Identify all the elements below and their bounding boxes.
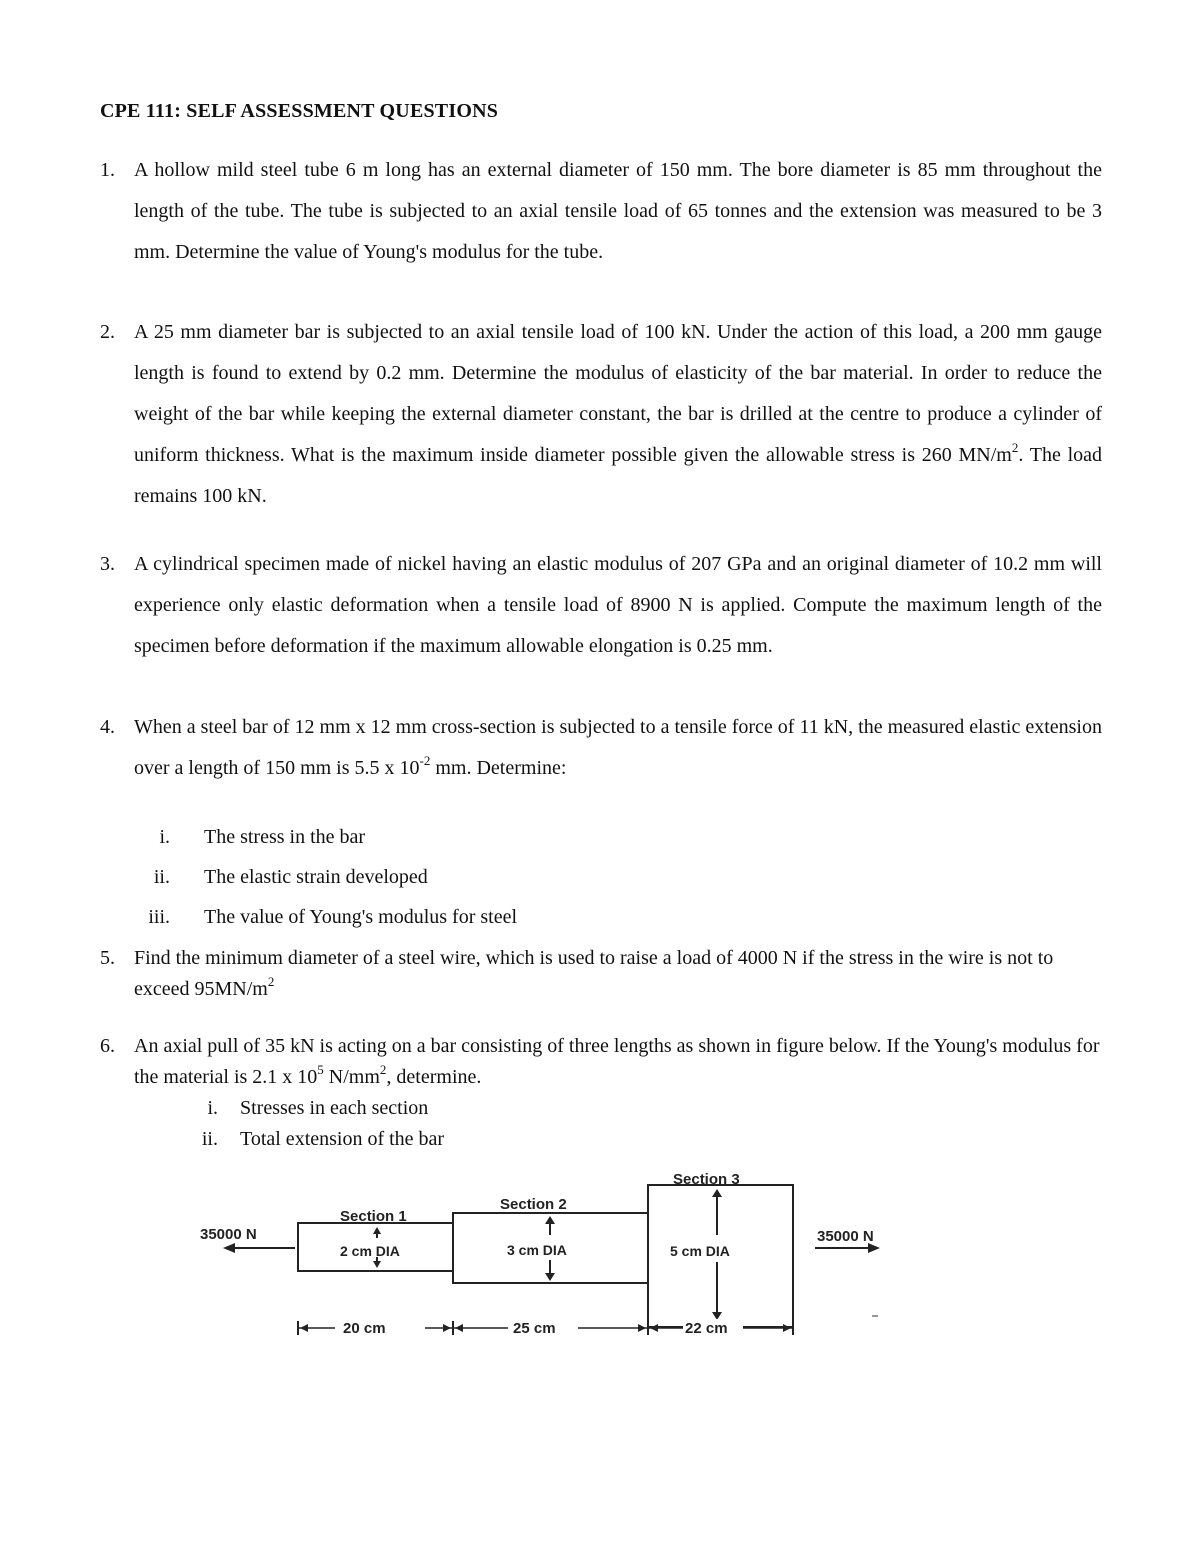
left-load-label: 35000 N xyxy=(200,1226,257,1243)
question-text xyxy=(134,943,1102,1005)
question-text-part: A 25 mm diameter bar is subjected to an axial tensile load of 100 kN. Under the action of this load, a 200 mm gauge length is found to extend by 0.2 mm. Determine the modulus of elasticity of the bar material. In order to reduce the weight of the bar while keeping the external diameter constant, the bar is drilled at the centre to produce a cylinder of uniform thickness. What is the maximum inside diameter possible given the allowable stress is 260 MN/m xyxy=(134,321,1102,466)
subitem-text: Stresses in each section xyxy=(240,1097,429,1119)
question-number: 4. xyxy=(100,716,115,738)
length-2-label: 25 cm xyxy=(513,1320,556,1337)
question-text-part: Find the minimum diameter of a steel wire, which is used to raise a load of 4000 N if the stress in the wire is not to exceed 95MN/m xyxy=(134,947,1054,1000)
superscript: 2 xyxy=(379,1062,387,1078)
section-2-dia: 3 cm DIA xyxy=(507,1242,567,1258)
roman-numeral: i. xyxy=(159,826,170,848)
superscript: -2 xyxy=(419,753,431,769)
question-text-part: When a steel bar of 12 mm x 12 mm cross-section is subjected to a tensile force of 11 kN, the measured elastic extension over a length of 150 mm is 5.5 x 10 xyxy=(134,716,1102,779)
question-number: 3. xyxy=(100,553,115,575)
question-text-part: . The load remains 100 kN. xyxy=(134,444,1103,507)
question-text-part: , determine. xyxy=(386,1066,482,1088)
superscript: 2 xyxy=(1011,440,1019,456)
subitem-text: The elastic strain developed xyxy=(204,866,428,888)
question-2 xyxy=(100,312,1102,517)
question-text xyxy=(134,707,1102,789)
question-text xyxy=(134,1031,1102,1093)
question-text: A hollow mild steel tube 6 m long has an external diameter of 150 mm. The bore diameter is 85 mm throughout the length of the tube. The tube is subjected to an axial tensile load of 65 tonnes and the extension was measured to be 3 mm. Determine the value of Young's modulus for the tube. xyxy=(134,159,1102,263)
roman-numeral: ii. xyxy=(153,866,170,888)
question-text xyxy=(134,312,1102,517)
page-title: CPE 111: SELF ASSESSMENT QUESTIONS xyxy=(100,100,499,122)
subitem-text: Total extension of the bar xyxy=(240,1128,445,1150)
question-4 xyxy=(100,707,1102,789)
superscript: 2 xyxy=(267,974,275,990)
question-number: 2. xyxy=(100,321,115,343)
length-3-label: 22 cm xyxy=(685,1320,728,1337)
section-1-label: Section 1 xyxy=(340,1208,407,1225)
right-load-label: 35000 N xyxy=(817,1228,874,1245)
question-text-part: An axial pull of 35 kN is acting on a bar consisting of three lengths as shown in figure below. If the Young's modulus for the material is 2.1 x 10 xyxy=(134,1035,1100,1088)
section-3-dia: 5 cm DIA xyxy=(670,1243,730,1259)
question-6 xyxy=(100,1031,1102,1093)
question-number: 1. xyxy=(100,159,115,181)
question-text-part: mm. Determine: xyxy=(430,757,567,779)
question-text-part: N/mm xyxy=(323,1066,380,1088)
left-arrowhead-icon xyxy=(223,1243,235,1253)
subitem-text: The stress in the bar xyxy=(204,826,366,848)
length-1-label: 20 cm xyxy=(343,1320,386,1337)
subitem-text: The value of Young's modulus for steel xyxy=(204,906,518,928)
question-5 xyxy=(100,943,1102,1005)
superscript: 5 xyxy=(317,1062,324,1078)
section-3-label: Section 3 xyxy=(673,1171,740,1188)
section-2-label: Section 2 xyxy=(500,1196,567,1213)
question-text: A cylindrical specimen made of nickel having an elastic modulus of 207 GPa and an original diameter of 10.2 mm will experience only elastic deformation when a tensile load of 8900 N is applied. Compute the maximum length of the specimen before deformation if the maximum allowable elongation is 0.25 mm. xyxy=(134,553,1102,657)
stepped-bar-figure xyxy=(195,1165,925,1345)
roman-numeral: i. xyxy=(207,1097,218,1119)
roman-numeral: iii. xyxy=(148,906,170,928)
question-1 xyxy=(100,150,1102,273)
question-number: 6. xyxy=(100,1035,115,1057)
section-1-dia: 2 cm DIA xyxy=(340,1243,400,1259)
roman-numeral: ii. xyxy=(201,1128,218,1150)
question-number: 5. xyxy=(100,947,115,969)
question-3 xyxy=(100,544,1102,667)
